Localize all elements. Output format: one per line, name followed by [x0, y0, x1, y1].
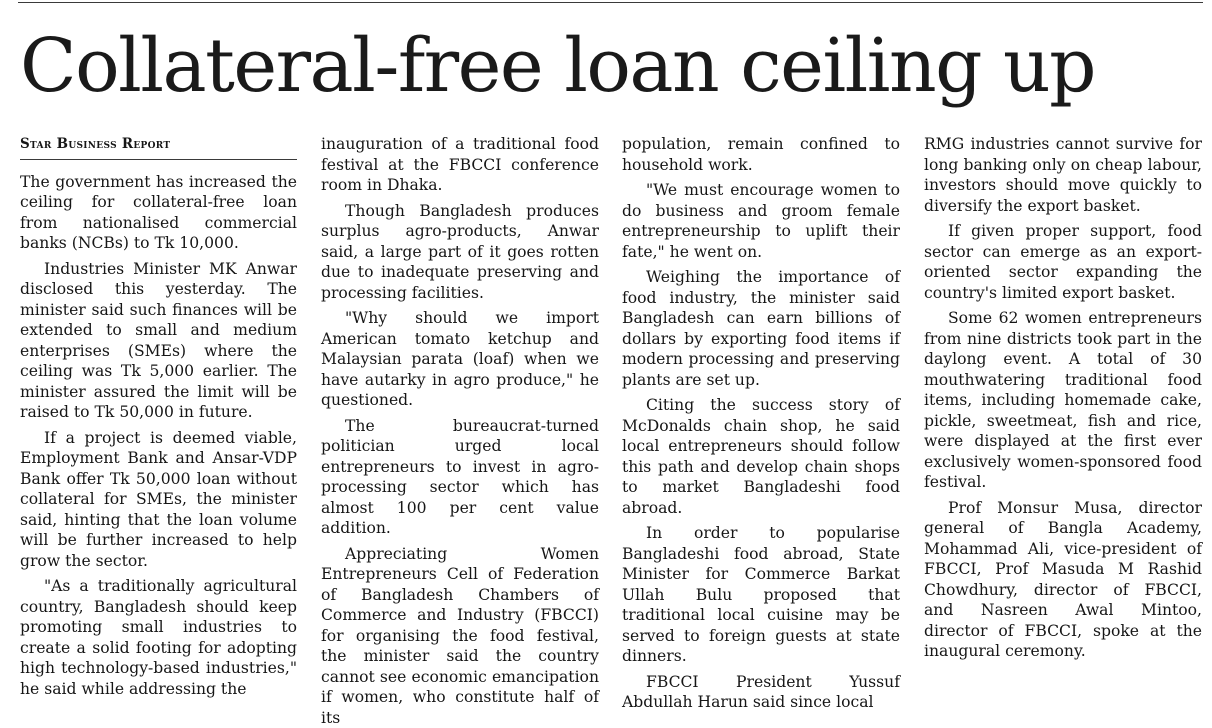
paragraph: "As a traditionally agricultural country, Bangladesh should keep promoting small industries to create a solid footing for adopting high technology-based industries," he said while addressing the	[20, 576, 297, 699]
paragraph: In order to popularise Bangladeshi food abroad, State Minister for Commerce Barkat Ullah Bulu proposed that traditional local cuisine may be served to foreign guests at state dinners.	[622, 523, 900, 667]
paragraph: "We must encourage women to do business and groom female entrepreneurship to uplift their fate," he went on.	[622, 180, 900, 262]
paragraph: Prof Monsur Musa, director general of Bangla Academy, Mohammad Ali, vice-president of FBCCI, Prof Masuda M Rashid Chowdhury, director of FBCCI, and Nasreen Awal Mintoo, director of FBCCI, spoke at the inaugural ceremony.	[924, 498, 1202, 662]
byline: Star Business Report	[20, 134, 297, 160]
paragraph: Appreciating Women Entrepreneurs Cell of Federation of Bangladesh Chambers of Commerce and Industry (FBCCI) for organising the food festival, the minister said the country cannot see economic emancipation if women, who constitute half of its	[321, 544, 599, 728]
article-column-1	[20, 134, 297, 674]
paragraph: The government has increased the ceiling for collateral-free loan from nationalised commercial banks (NCBs) to Tk 10,000.	[20, 172, 297, 254]
paragraph: Industries Minister MK Anwar disclosed this yesterday. The minister said such finances will be extended to small and medium enterprises (SMEs) where the ceiling was Tk 5,000 earlier. The minister assured the limit will be raised to Tk 50,000 in future.	[20, 259, 297, 423]
paragraph: If a project is deemed viable, Employment Bank and Ansar-VDP Bank offer Tk 50,000 loan without collateral for SMEs, the minister said, hinting that the loan volume will be further increased to help grow the sector.	[20, 428, 297, 572]
paragraph: Though Bangladesh produces surplus agro-products, Anwar said, a large part of it goes rotten due to inadequate preserving and processing facilities.	[321, 201, 599, 304]
article-column-2	[321, 134, 599, 674]
paragraph: population, remain confined to household work.	[622, 134, 900, 175]
paragraph: "Why should we import American tomato ketchup and Malaysian parata (loaf) when we have autarky in agro produce," he questioned.	[321, 308, 599, 411]
paragraph: The bureaucrat-turned politician urged local entrepreneurs to invest in agro-processing sector which has almost 100 per cent value addition.	[321, 416, 599, 539]
article-column-4	[924, 134, 1202, 674]
paragraph: RMG industries cannot survive for long banking only on cheap labour, investors should move quickly to diversify the export basket.	[924, 134, 1202, 216]
paragraph: FBCCI President Yussuf Abdullah Harun said since local	[622, 672, 900, 713]
paragraph: Some 62 women entrepreneurs from nine districts took part in the daylong event. A total of 30 mouthwatering traditional food items, including homemade cake, pickle, sweetmeat, fish and rice, were displayed at the first ever exclusively women-sponsored food festival.	[924, 308, 1202, 493]
top-rule	[18, 2, 1203, 3]
article-column-3	[622, 134, 900, 674]
paragraph: If given proper support, food sector can emerge as an export-oriented sector expanding the country's limited export basket.	[924, 221, 1202, 303]
paragraph: inauguration of a traditional food festival at the FBCCI conference room in Dhaka.	[321, 134, 599, 196]
paragraph: Citing the success story of McDonalds chain shop, he said local entrepreneurs should follow this path and develop chain shops to market Bangladeshi food abroad.	[622, 395, 900, 518]
headline: Collateral-free loan ceiling up	[20, 18, 1200, 114]
paragraph: Weighing the importance of food industry, the minister said Bangladesh can earn billions of dollars by exporting food items if modern processing and preserving plants are set up.	[622, 267, 900, 390]
